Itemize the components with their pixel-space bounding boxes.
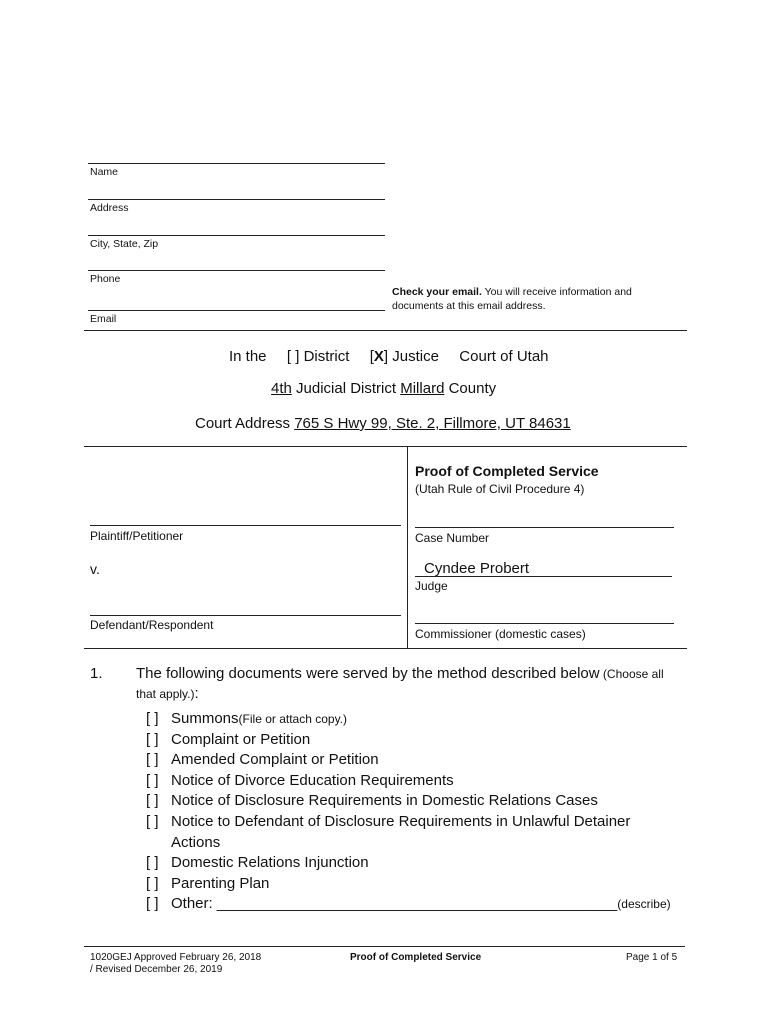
justice-check-mark: X xyxy=(373,348,384,365)
defendant-line[interactable] xyxy=(90,615,401,616)
checkbox[interactable]: [ ] xyxy=(146,854,159,872)
checkbox[interactable]: [ ] xyxy=(146,751,159,769)
checklist-item-continuation xyxy=(146,833,671,854)
item-label: Amended Complaint or Petition xyxy=(171,751,379,769)
section-text-main: The following documents were served by the method described below xyxy=(136,665,600,682)
county-name[interactable]: Millard xyxy=(400,380,445,397)
name-line[interactable] xyxy=(88,163,385,164)
checkbox[interactable]: [ ] xyxy=(146,730,159,748)
item-label: Other: ________________________________________________ xyxy=(171,895,618,913)
email-note-line2: documents at this email address. xyxy=(392,300,546,312)
checklist-item-amended-complaint[interactable] xyxy=(146,750,671,771)
item-label: Complaint or Petition xyxy=(171,730,311,748)
justice-checkbox[interactable]: [X] xyxy=(369,348,389,365)
plaintiff-label: Plaintiff/Petitioner xyxy=(90,529,184,543)
divider-caption-bottom xyxy=(84,648,687,649)
checklist-item-complaint[interactable] xyxy=(146,730,671,751)
address-line[interactable] xyxy=(88,199,385,200)
footer-title: Proof of Completed Service xyxy=(350,952,482,963)
item-label: Domestic Relations Injunction xyxy=(171,854,369,872)
case-number-line[interactable] xyxy=(415,527,674,528)
court-address-label: Court Address xyxy=(195,415,291,432)
item-label: Notice of Divorce Education Requirements xyxy=(171,771,454,789)
checklist-item-disclosure-unlawful-detainer[interactable] xyxy=(146,812,671,833)
checkbox[interactable]: [ ] xyxy=(146,771,159,789)
section-text-line2: that apply.): xyxy=(136,685,199,702)
divider-top xyxy=(84,330,687,331)
defendant-label: Defendant/Respondent xyxy=(90,618,214,632)
item-label: Parenting Plan xyxy=(171,874,270,892)
checklist-item-summons[interactable] xyxy=(146,709,671,730)
section-number: 1. xyxy=(90,665,103,682)
checklist-item-other[interactable] xyxy=(146,894,671,915)
checklist-item-injunction[interactable] xyxy=(146,853,671,874)
checkbox[interactable]: [ ] xyxy=(146,792,159,810)
checklist-item-disclosure-domestic[interactable] xyxy=(146,791,671,812)
judge-label: Judge xyxy=(415,579,448,593)
caption-vertical-divider xyxy=(407,447,408,648)
court-address-line xyxy=(195,415,571,432)
item-label: Summons xyxy=(171,710,239,727)
case-number-label: Case Number xyxy=(415,531,490,545)
justice-text: Justice xyxy=(392,348,439,365)
form-id: 1020GEJ Approved February 26, 2018 / Revised December 26, 2019 xyxy=(90,952,262,975)
item-note: (describe) xyxy=(617,897,671,912)
phone-label: Phone xyxy=(90,273,121,285)
checklist-item-divorce-education[interactable] xyxy=(146,771,671,792)
court-of-text: Court of Utah xyxy=(459,348,549,365)
email-note-bold: Check your email. xyxy=(392,286,482,298)
footer-divider xyxy=(84,946,685,947)
section-text-note: (Choose all xyxy=(599,667,664,681)
court-address-value[interactable]: 765 S Hwy 99, Ste. 2, Fillmore, UT 84631 xyxy=(294,415,571,432)
county-text: County xyxy=(448,380,497,397)
district-text: District xyxy=(303,348,350,365)
city-state-zip-label: City, State, Zip xyxy=(90,238,159,250)
commissioner-line[interactable] xyxy=(415,623,674,624)
checkbox[interactable]: [ ] xyxy=(146,874,159,892)
document-title: Proof of Completed Service xyxy=(415,463,599,479)
email-note-rest: You will receive information and xyxy=(481,286,632,298)
document-subtitle: (Utah Rule of Civil Procedure 4) xyxy=(415,482,585,496)
phone-line[interactable] xyxy=(88,270,385,271)
commissioner-label: Commissioner (domestic cases) xyxy=(415,627,586,641)
checklist-item-parenting-plan[interactable] xyxy=(146,874,671,895)
address-label: Address xyxy=(90,202,129,214)
plaintiff-line[interactable] xyxy=(90,525,401,526)
item-note: (File or attach copy.) xyxy=(238,712,348,726)
judicial-district-text: Judicial District xyxy=(296,380,397,397)
item-label: Notice of Disclosure Requirements in Domestic Relations Cases xyxy=(171,792,598,810)
document-checklist xyxy=(146,709,671,915)
district-checkbox[interactable]: [ ] xyxy=(286,348,300,365)
district-number[interactable]: 4th xyxy=(271,380,292,397)
name-label: Name xyxy=(90,166,119,178)
item-label-continued: Actions xyxy=(171,833,221,851)
page-number: Page 1 of 5 xyxy=(626,952,678,963)
divider-caption-top xyxy=(84,446,687,447)
judge-name[interactable]: Cyndee Probert xyxy=(424,560,530,577)
in-the-text: In the xyxy=(229,348,267,365)
checkbox[interactable]: [ ] xyxy=(146,812,159,830)
court-type-line xyxy=(229,348,549,365)
section-text xyxy=(136,665,664,682)
judge-line xyxy=(415,576,672,577)
versus-text: v. xyxy=(90,561,100,577)
email-note xyxy=(392,285,672,313)
email-line[interactable] xyxy=(88,310,385,311)
checkbox[interactable]: [ ] xyxy=(146,895,159,913)
city-state-zip-line[interactable] xyxy=(88,235,385,236)
district-county-line xyxy=(271,380,496,397)
email-label: Email xyxy=(90,313,117,325)
item-label: Notice to Defendant of Disclosure Requirements in Unlawful Detainer xyxy=(171,812,631,830)
checkbox[interactable]: [ ] xyxy=(146,710,159,727)
